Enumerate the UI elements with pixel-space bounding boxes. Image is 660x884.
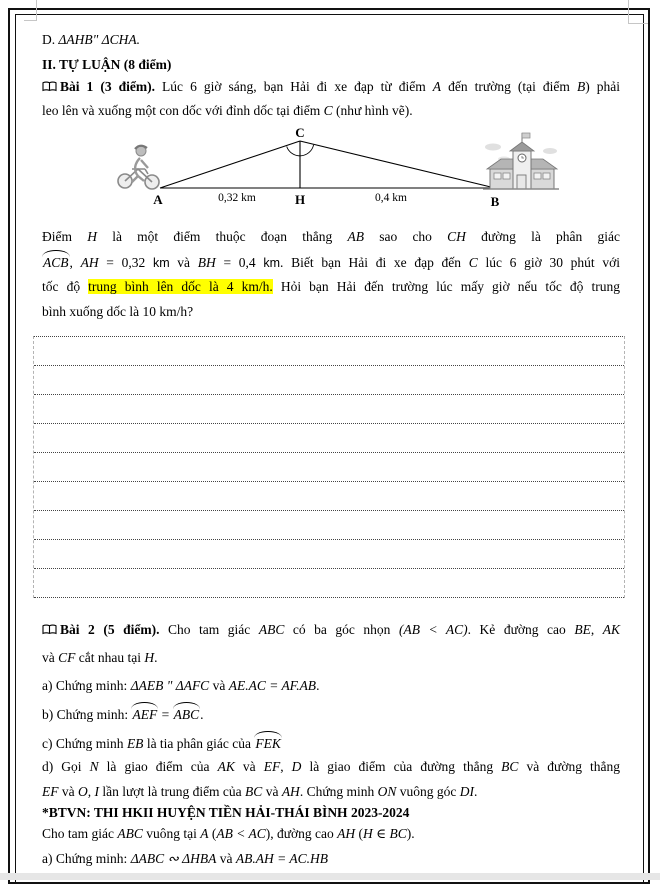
math-run: AE.AC = AF.AB [228,678,317,693]
math-run: BC [245,784,263,799]
answer-line-row [34,540,624,569]
math-run: ON [377,784,397,799]
math-run: C [323,103,333,118]
crop-mark-top-left [36,0,37,20]
math-run: CH [447,229,466,244]
math-run: AB < AC [216,826,266,841]
math-run: ABC [258,622,285,637]
math-run: BH [197,255,216,270]
text-run: sao cho [364,229,448,244]
math-run: ΔABC ∾ ΔHBA [130,851,217,866]
text-run: , [590,622,603,637]
text-run: và [209,678,229,693]
text-run: và [58,784,78,799]
figure-label-b: B [490,194,500,209]
angle-notation: ABC [173,704,201,725]
text-run: vuông tại [142,826,201,841]
text-run: D. [42,32,59,47]
bai2-item-d-line2 [42,782,620,802]
text-run: = 0,32 [98,255,153,270]
angle-notation: AEF [131,704,158,725]
text-run: Điểm [42,229,88,244]
answer-line-row [34,569,624,598]
math-run: (AB < AC) [398,622,468,637]
text-run: , [280,759,292,774]
text-run: đường là phân giác [465,229,620,244]
text-run: Cho tam giác [42,826,118,841]
text-run: . Kẻ đường cao [467,622,575,637]
text-run: và [42,650,59,665]
section-heading: II. TỰ LUẬN (8 điểm) [42,57,172,72]
text-run: leo lên và xuống một con dốc với đỉnh dốc tại điểm [42,103,324,118]
btvn-line1 [42,824,620,844]
triangle-lines [160,141,495,188]
math-run: AB.AH = AC.HB [235,851,328,866]
text-run: và đường thẳng [518,759,621,774]
math-run: CF [58,650,76,665]
math-run: DI [459,784,475,799]
math-run: H [144,650,155,665]
text-run: d) Gọi [42,759,90,774]
bai2-item-d-line1 [42,757,620,777]
school-illustration [483,133,559,189]
para2-line1 [42,227,620,247]
para2-line3 [42,277,620,297]
bai2-item-a [42,676,620,696]
crop-mark-top-right [628,23,648,24]
math-run: C [468,255,478,270]
math-run: AH [80,255,99,270]
text-run: là một điểm thuộc đoạn thẳng [96,229,348,244]
answer-line-row [34,482,624,511]
text-run: Hỏi bạn Hải đến trường lúc mấy giờ nếu tốc độ trung [272,279,620,294]
figure-label-c: C [295,127,305,140]
text-run: ), đường cao [265,826,338,841]
bai1-line1 [42,77,620,97]
math-run: D [291,759,302,774]
btvn-item-a [42,849,620,869]
text-run: tốc độ [42,279,89,294]
text-run: = 0,4 [215,255,264,270]
text-run: lúc 6 giờ 30 phút với [477,255,620,270]
text-run: là giao điểm của [98,759,218,774]
bai2-line1 [42,620,620,640]
answer-line-row [34,337,624,366]
answer-line-row [34,424,624,453]
para2-line4: bình xuống dốc là 10 km/h? [42,304,194,319]
bai2-item-b [42,704,620,725]
text-run: ( [355,826,364,841]
unit-run: km [263,256,281,270]
answer-line-row [34,395,624,424]
open-book-icon [42,81,57,92]
math-run: EB [126,736,144,751]
text-run: . [200,707,204,722]
angle-notation: FEK [254,733,282,754]
problem-title: Bài 1 (3 điểm). [60,79,155,94]
math-run: BC [501,759,519,774]
math-run: EF [263,759,281,774]
math-run: AK [602,622,620,637]
text-run: b) Chứng minh: [42,707,132,722]
math-run: B [576,79,586,94]
unit-run: km [152,256,170,270]
para2-line2 [42,252,620,273]
text-run: và [262,784,282,799]
text-run: ). [406,826,415,841]
text-run: là tia phân giác của [143,736,255,751]
text-run: a) Chứng minh: [42,851,131,866]
crop-mark-top-right [628,0,629,24]
answer-option-d [42,30,620,50]
text-run: và [216,851,236,866]
figure-distance-ah: 0,32 km [218,192,256,204]
open-book-icon [42,624,57,635]
answer-line-row [34,453,624,482]
text-run: = [158,707,173,722]
math-run: BE [574,622,591,637]
angle-notation: ACB [42,252,70,273]
text-run: . [316,678,320,693]
text-run: cắt nhau tại [75,650,145,665]
text-run: và [169,255,198,270]
math-run: AK [217,759,235,774]
bai1-line2 [42,101,620,121]
window-bottom-strip [0,873,660,880]
text-run: vuông góc [396,784,460,799]
math-run: AH [281,784,300,799]
text-run: . Chứng minh [299,784,378,799]
math-run: H ∈ BC [363,826,407,841]
answer-line-row [34,366,624,395]
bai2-line2 [42,648,620,668]
geometry-figure [95,127,565,213]
text-run: ( [208,826,217,841]
math-run: H [87,229,97,244]
text-run: , [69,255,81,270]
problem-title: Bài 2 (5 điểm). [60,622,160,637]
text-run: . [154,650,158,665]
text-run: lần lượt là trung điểm của [99,784,246,799]
text-run: Lúc 6 giờ sáng, bạn Hải đi xe đạp từ điểm [155,79,433,94]
math-run: A [200,826,209,841]
figure-distance-hb: 0,4 km [375,192,407,204]
answer-lines-box [33,336,625,598]
math-run: N [89,759,99,774]
math-run: AB [347,229,364,244]
text-run: là giao điểm của đường thẳng [301,759,502,774]
math-run: O, I [78,784,99,799]
cyclist-illustration [118,146,159,189]
math-run: AH [337,826,356,841]
crop-mark-top-left [24,20,37,21]
figure-label-h: H [294,192,306,207]
text-run: Cho tam giác [159,622,259,637]
math-run: EF [42,784,59,799]
figure-label-a: A [153,192,163,207]
text-run: (như hình vẽ). [332,103,413,118]
text-run: và [234,759,264,774]
btvn-heading: *BTVN: THI HKII HUYỆN TIỀN HẢI-THÁI BÌNH 2023-2024 [42,805,410,820]
math-run: ABC [117,826,143,841]
text-run: có ba góc nhọn [284,622,399,637]
math-run: ΔAHB" ΔCHA. [58,32,141,47]
highlighted-text: trung bình lên dốc là 4 km/h. [88,279,273,294]
answer-line-row [34,511,624,540]
math-run: A [432,79,442,94]
text-run: c) Chứng minh [42,736,127,751]
bai2-item-c [42,733,620,754]
text-run: ) phải [585,79,620,94]
text-run: a) Chứng minh: [42,678,131,693]
text-run: đến trường (tại điểm [441,79,577,94]
math-run: ΔAEB " ΔAFC [130,678,210,693]
text-run: . [474,784,478,799]
text-run: . Biết bạn Hải đi xe đạp đến [280,255,469,270]
